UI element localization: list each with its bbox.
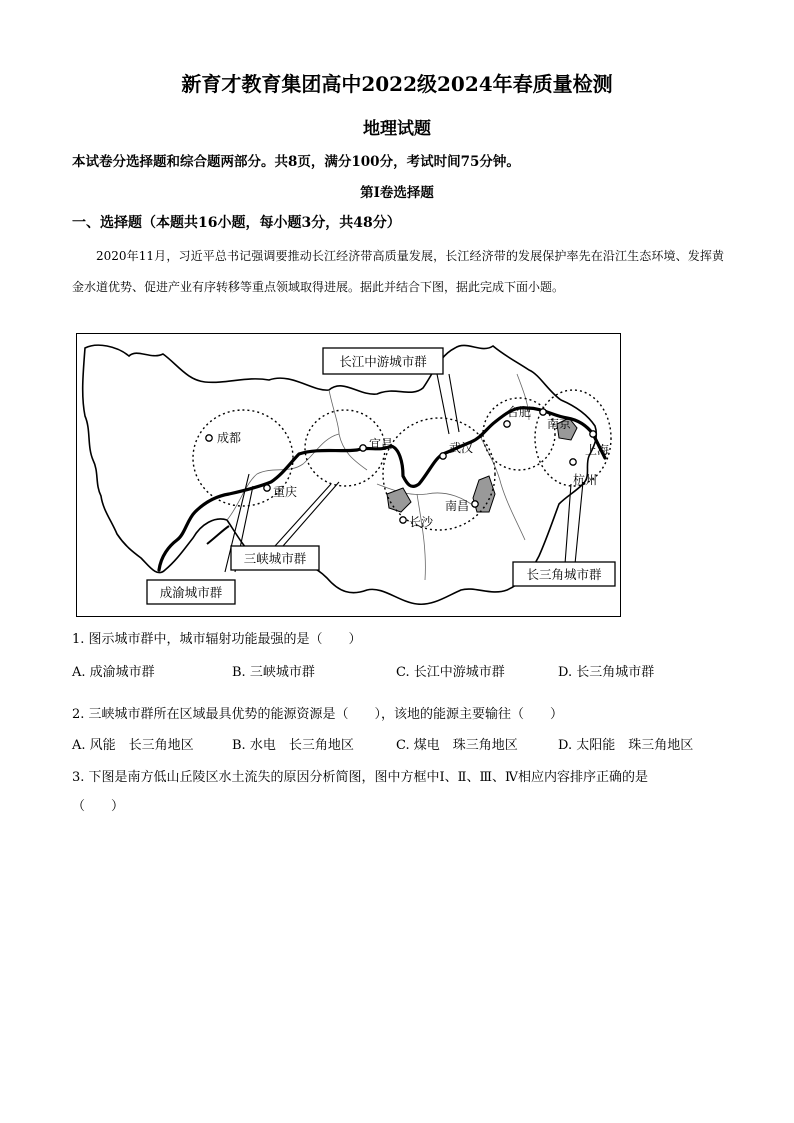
callout-chengyu: 成渝城市群 bbox=[159, 585, 223, 600]
city-dot-yichang bbox=[360, 445, 366, 451]
q2-option-c[interactable]: C. 煤电 珠三角地区 bbox=[396, 738, 518, 753]
city-label-chengdu: 成都 bbox=[217, 431, 242, 445]
question-2-stem: 2. 三峡城市群所在区域最具优势的能源资源是（ ），该地的能源主要输往（ ） bbox=[72, 707, 564, 722]
q1-option-a[interactable]: A. 成渝城市群 bbox=[72, 665, 155, 680]
city-label-hangzhou: 杭州 bbox=[573, 473, 598, 487]
map-svg bbox=[77, 334, 619, 615]
city-label-hefei: 合肥 bbox=[507, 405, 532, 419]
city-dot-changsha bbox=[400, 517, 406, 523]
q1-option-b[interactable]: B. 三峡城市群 bbox=[232, 665, 315, 680]
question-1-options bbox=[72, 661, 732, 681]
city-dot-nanjing bbox=[540, 409, 546, 415]
subject-title: 地理试题 bbox=[363, 119, 431, 139]
question-2-options bbox=[72, 734, 732, 754]
q1-option-d[interactable]: D. 长三角城市群 bbox=[558, 665, 655, 680]
reading-passage: 2020年11月，习近平总书记强调要推动长江经济带高质量发展，长江经济带的发展保护率先在沿江生态环境、发挥黄金水道优势、促进产业有序转移等重点领域取得进展。据此并结合下图，据此完成下面小题。 bbox=[72, 249, 724, 294]
part-heading: 第Ⅰ卷选择题 bbox=[360, 185, 434, 201]
city-label-wuhan: 武汉 bbox=[449, 441, 474, 455]
exam-title: 新育才教育集团高中2022级2024年春质量检测 bbox=[181, 72, 613, 96]
city-dot-chongqing bbox=[264, 485, 270, 491]
city-label-chongqing: 重庆 bbox=[273, 485, 298, 499]
q1-option-c[interactable]: C. 长江中游城市群 bbox=[396, 665, 505, 680]
q2-option-b[interactable]: B. 水电 长三角地区 bbox=[232, 738, 354, 753]
callout-sanxia: 三峡城市群 bbox=[243, 551, 307, 566]
city-label-shanghai: 上海 bbox=[585, 443, 610, 457]
city-dot-hangzhou bbox=[570, 459, 576, 465]
city-dot-nanchang bbox=[472, 501, 478, 507]
exam-instructions: 本试卷分选择题和综合题两部分。共8页，满分100分，考试时间75分钟。 bbox=[72, 154, 520, 170]
callout-yrd: 长三角城市群 bbox=[526, 567, 602, 582]
city-dot-chengdu bbox=[206, 435, 212, 441]
q2-option-d[interactable]: D. 太阳能 珠三角地区 bbox=[558, 738, 694, 753]
city-label-nanjing: 南京 bbox=[547, 417, 572, 431]
city-label-yichang: 宜昌 bbox=[369, 437, 394, 451]
q2-option-a[interactable]: A. 风能 长三角地区 bbox=[72, 738, 194, 753]
city-label-nanchang: 南昌 bbox=[445, 499, 470, 513]
city-label-changsha: 长沙 bbox=[409, 515, 434, 529]
section-heading: 一、选择题（本题共16小题，每小题3分，共48分） bbox=[72, 215, 401, 231]
city-dot-hefei bbox=[504, 421, 510, 427]
question-3-stem-cont: （ ） bbox=[72, 799, 125, 814]
question-3-stem: 3. 下图是南方低山丘陵区水土流失的原因分析简图，图中方框中Ⅰ、Ⅱ、Ⅲ、Ⅳ相应内容排序正确的是 bbox=[72, 770, 649, 785]
city-dot-wuhan bbox=[440, 453, 446, 459]
city-dot-shanghai bbox=[590, 431, 596, 437]
question-1-stem: 1. 图示城市群中，城市辐射功能最强的是（ ） bbox=[72, 632, 362, 647]
callout-midstream: 长江中游城市群 bbox=[339, 354, 427, 369]
yangtze-economic-belt-map bbox=[76, 333, 621, 617]
